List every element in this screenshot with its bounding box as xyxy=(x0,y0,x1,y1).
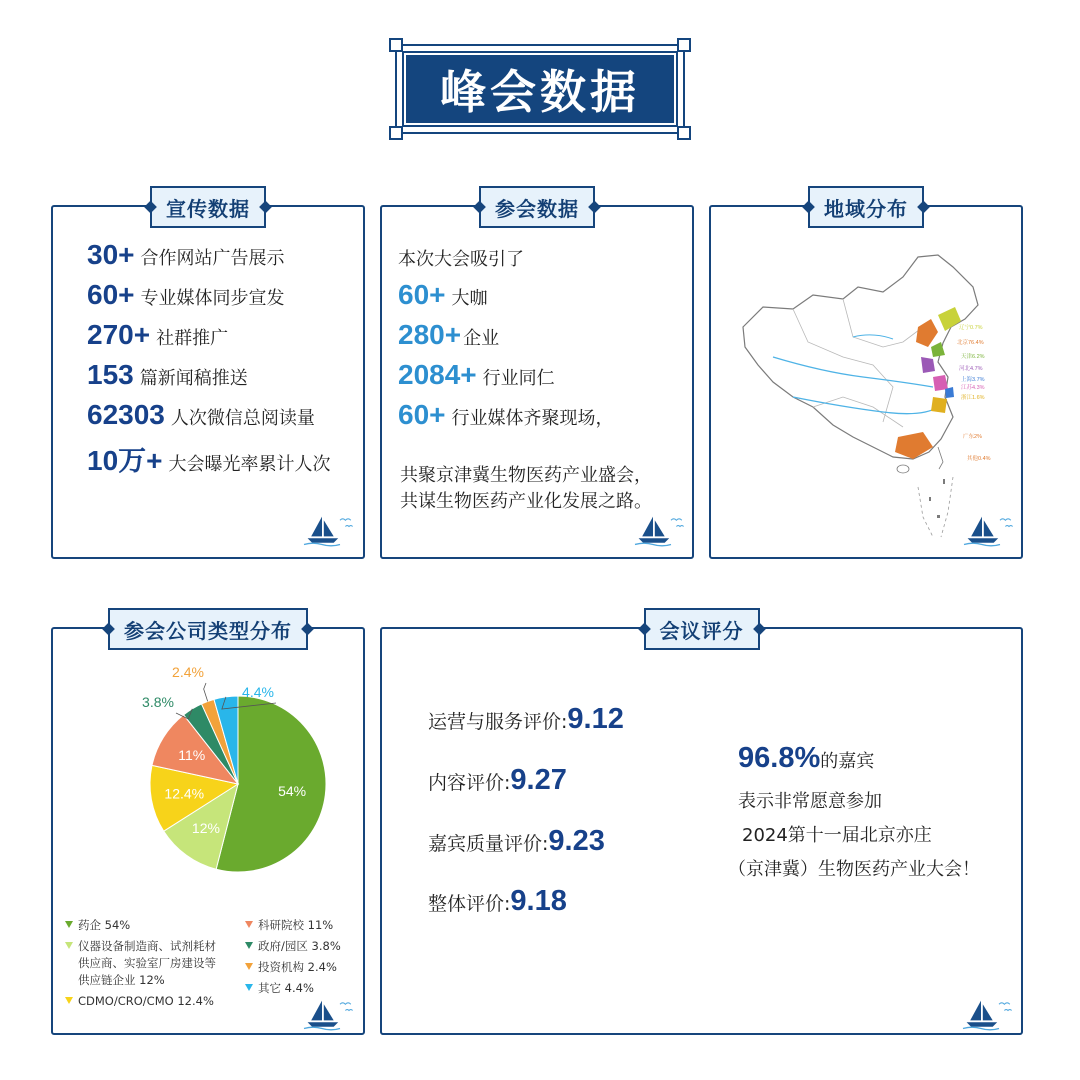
map-label: 浙江1.6% xyxy=(961,395,985,401)
rating-label: 整体评价: xyxy=(428,893,511,915)
legend-item: 科研院校 11% xyxy=(245,917,333,933)
ratings-panel-title: 会议评分 xyxy=(644,608,760,650)
legend-item-cont: 供应链企业 12% xyxy=(78,973,165,987)
attendance-label: 企业 xyxy=(463,328,500,349)
rating-item xyxy=(428,764,567,797)
map-label: 江苏4.3% xyxy=(961,385,985,391)
legend-marker-icon xyxy=(65,997,73,1004)
publicity-panel xyxy=(51,196,365,559)
publicity-label: 人次微信总阅读量 xyxy=(170,408,315,429)
rating-label: 内容评价: xyxy=(428,772,511,794)
publicity-item xyxy=(87,279,285,311)
legend-marker-icon xyxy=(245,942,253,949)
attendance-item xyxy=(398,319,499,351)
legend-item: 仪器设备制造商、试剂耗材 xyxy=(65,938,216,954)
publicity-panel-title: 宣传数据 xyxy=(150,186,266,228)
map-label: 上海3.7% xyxy=(961,377,985,383)
legend-item-cont: 供应商、实验室厂房建设等 xyxy=(78,956,216,970)
legend-marker-icon xyxy=(65,921,73,928)
publicity-item xyxy=(87,439,331,479)
attendance-value: 280+ xyxy=(398,319,462,350)
title-banner xyxy=(395,44,685,134)
company-types-panel xyxy=(51,618,365,1035)
rating-value: 9.18 xyxy=(510,885,567,917)
map-label: 广东2% xyxy=(963,434,982,440)
company-types-panel-title: 参会公司类型分布 xyxy=(108,608,308,650)
rating-value: 9.12 xyxy=(567,703,624,735)
boat-icon xyxy=(960,997,1020,1033)
willing-line2: 表示非常愿意参加 xyxy=(738,791,882,812)
region-panel-title: 地域分布 xyxy=(808,186,924,228)
pie-slice-label: 12.4% xyxy=(164,785,205,802)
willing-suffix: 的嘉宾 xyxy=(820,751,875,772)
publicity-item xyxy=(87,359,248,391)
legend-marker-icon xyxy=(65,942,73,949)
ratings-panel xyxy=(380,618,1023,1035)
region-panel xyxy=(709,196,1023,559)
legend-item: 药企 54% xyxy=(65,917,130,933)
attendance-value: 60+ xyxy=(398,279,446,310)
publicity-label: 篇新闻稿推送 xyxy=(139,368,248,389)
attendance-item xyxy=(398,279,488,311)
willing-line4: （京津冀）生物医药产业大会！ xyxy=(728,859,980,880)
willing-stat xyxy=(738,742,874,775)
publicity-item xyxy=(87,319,228,351)
publicity-label: 大会曝光率累计人次 xyxy=(168,454,331,475)
publicity-item xyxy=(87,239,285,271)
boat-icon xyxy=(301,513,361,549)
rating-label: 嘉宾质量评价: xyxy=(428,833,549,855)
publicity-label: 合作网站广告展示 xyxy=(140,248,285,269)
boat-icon xyxy=(632,513,692,549)
legend-marker-icon xyxy=(245,921,253,928)
publicity-item xyxy=(87,399,315,431)
boat-icon xyxy=(961,513,1021,549)
legend-item: 政府/园区 3.8% xyxy=(245,938,341,954)
attendance-value: 60+ xyxy=(398,399,446,430)
map-label: 辽宁0.7% xyxy=(959,325,983,331)
pie-slice-label: 54% xyxy=(278,782,307,799)
page-title: 峰会数据 xyxy=(440,65,640,119)
map-label: 北京76.4% xyxy=(957,340,984,346)
legend-marker-icon xyxy=(245,984,253,991)
pie-slice-label: 3.8% xyxy=(142,694,174,710)
boat-icon xyxy=(301,997,361,1033)
publicity-value: 30+ xyxy=(87,239,135,270)
map-label: 天津6.2% xyxy=(961,354,985,360)
publicity-value: 270+ xyxy=(87,319,151,350)
company-types-pie-chart xyxy=(53,649,363,919)
pie-slice-label: 12% xyxy=(191,820,220,837)
willing-pct: 96.8% xyxy=(738,742,821,774)
publicity-value: 60+ xyxy=(87,279,135,310)
legend-item: 投资机构 2.4% xyxy=(245,959,337,975)
rating-item xyxy=(428,703,624,736)
legend-item: 其它 4.4% xyxy=(245,980,314,996)
publicity-value: 153 xyxy=(87,359,134,390)
legend-item: CDMO/CRO/CMO 12.4% xyxy=(65,993,214,1009)
attendance-closing-line1: 共聚京津冀生物医药产业盛会， xyxy=(400,465,652,486)
publicity-value: 62303 xyxy=(87,399,165,430)
rating-item xyxy=(428,825,605,858)
attendance-panel xyxy=(380,196,694,559)
legend-marker-icon xyxy=(245,963,253,970)
attendance-label: 行业同仁 xyxy=(482,368,555,389)
attendance-item xyxy=(398,359,555,391)
rating-value: 9.23 xyxy=(548,825,605,857)
attendance-closing-line2: 共谋生物医药产业化发展之路。 xyxy=(400,491,652,512)
publicity-value: 10万+ xyxy=(87,445,163,476)
map-label: 其他0.4% xyxy=(967,456,991,462)
rating-label: 运营与服务评价: xyxy=(428,711,568,733)
attendance-intro: 本次大会吸引了 xyxy=(398,249,524,270)
attendance-label: 行业媒体齐聚现场， xyxy=(451,408,614,429)
rating-item xyxy=(428,885,567,918)
attendance-value: 2084+ xyxy=(398,359,477,390)
pie-slice-label: 11% xyxy=(178,747,206,764)
publicity-label: 专业媒体同步宣发 xyxy=(140,288,285,309)
publicity-label: 社群推广 xyxy=(156,328,229,349)
willing-line3: 2024第十一届北京亦庄 xyxy=(742,825,932,846)
attendance-label: 大咖 xyxy=(451,288,488,309)
pie-slice-label: 4.4% xyxy=(242,684,274,700)
rating-value: 9.27 xyxy=(510,764,567,796)
attendance-item xyxy=(398,399,614,431)
attendance-panel-title: 参会数据 xyxy=(479,186,595,228)
map-label: 河北4.7% xyxy=(959,366,983,372)
pie-leader-line xyxy=(204,683,208,701)
pie-slice-label: 2.4% xyxy=(172,664,204,680)
